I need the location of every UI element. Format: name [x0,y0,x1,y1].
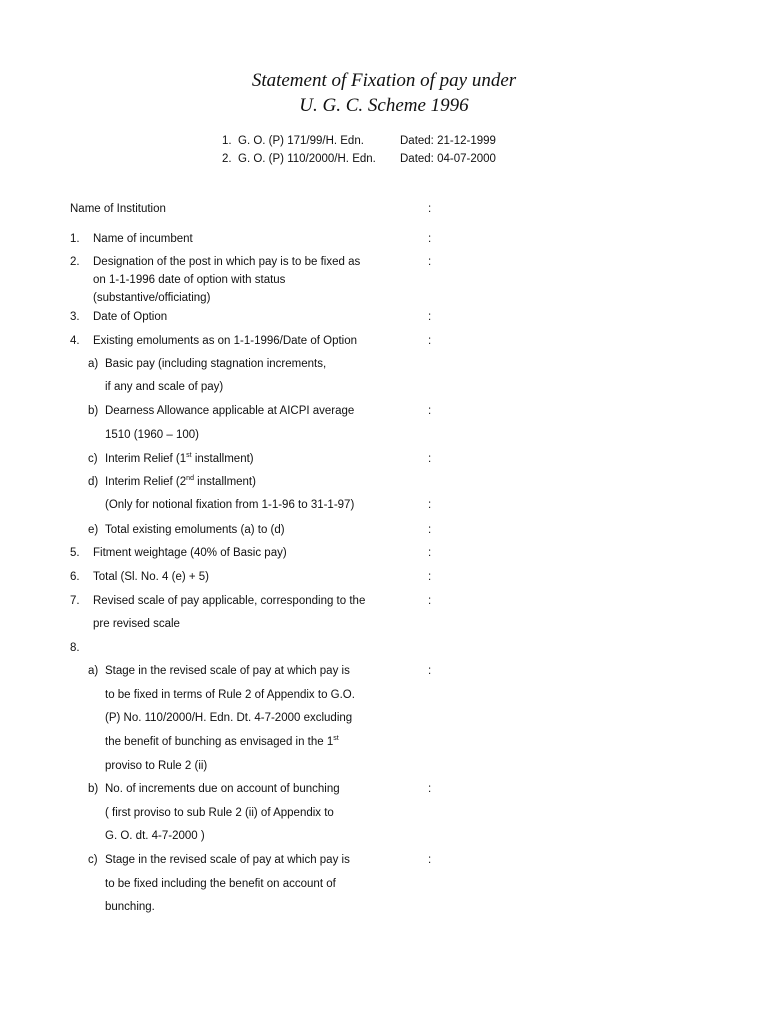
item-8c-label-line1: Stage in the revised scale of pay at which pay is [105,854,350,866]
colon: : [428,256,432,268]
item-number: 3. [70,311,80,323]
ref-2-date: Dated: 04-07-2000 [400,153,496,165]
colon: : [428,499,432,511]
ref-2-number: 2. [222,153,232,165]
item-number: 1. [70,233,80,245]
subitem-letter: b) [88,783,99,795]
colon: : [428,311,432,323]
item-8c-label-line3: bunching. [105,901,155,913]
item-8b-label-line3: G. O. dt. 4-7-2000 ) [105,830,205,842]
colon: : [428,524,432,536]
item-7-label-line2: pre revised scale [93,618,180,630]
ref-2-go: G. O. (P) 110/2000/H. Edn. [238,153,376,165]
item-7-label-line1: Revised scale of pay applicable, corresponding to the [93,595,366,607]
colon: : [428,783,432,795]
item-4b-label-line2: 1510 (1960 – 100) [105,429,199,441]
institution-label: Name of Institution [70,203,166,215]
item-number: 5. [70,547,80,559]
item-6-label: Total (Sl. No. 4 (e) + 5) [93,571,209,583]
colon: : [428,547,432,559]
subitem-letter: c) [88,854,98,866]
subitem-letter: b) [88,405,99,417]
item-4a-label-line2: if any and scale of pay) [105,381,224,393]
colon: : [428,854,432,866]
subitem-letter: a) [88,665,99,677]
colon: : [428,203,432,215]
item-8b-label-line2: ( first proviso to sub Rule 2 (ii) of Appendix to [105,807,334,819]
item-2-label-line1: Designation of the post in which pay is to be fixed as [93,256,361,268]
document-title-line1: Statement of Fixation of pay under [251,70,517,91]
colon: : [428,233,432,245]
item-4c-label: Interim Relief (1st installment) [105,452,254,465]
item-8b-label-line1: No. of increments due on account of bunching [105,783,340,795]
item-number: 7. [70,595,80,607]
ref-1-number: 1. [222,135,232,147]
item-2-label-line2: on 1-1-1996 date of option with status [93,274,286,286]
item-8a-label-line4: the benefit of bunching as envisaged in the 1st [105,735,339,748]
item-3-label: Date of Option [93,311,168,323]
item-8a-label-line3: (P) No. 110/2000/H. Edn. Dt. 4-7-2000 excluding [105,712,353,724]
item-number: 2. [70,256,80,268]
subitem-letter: c) [88,453,98,465]
subitem-letter: e) [88,524,99,536]
subitem-letter: a) [88,358,99,370]
colon: : [428,405,432,417]
colon: : [428,571,432,583]
item-4a-label-line1: Basic pay (including stagnation increments, [105,358,327,370]
item-number: 4. [70,335,80,347]
item-8c-label-line2: to be fixed including the benefit on account of [105,878,336,890]
item-8a-label-line5: proviso to Rule 2 (ii) [105,760,208,772]
item-4-label: Existing emoluments as on 1-1-1996/Date of Option [93,335,358,347]
item-4b-label-line1: Dearness Allowance applicable at AICPI average [105,405,355,417]
colon: : [428,453,432,465]
item-5-label: Fitment weightage (40% of Basic pay) [93,547,287,559]
item-2-label-line3: (substantive/officiating) [93,292,211,304]
ref-1-date: Dated: 21-12-1999 [400,135,496,147]
subitem-letter: d) [88,476,99,488]
item-4d-note: (Only for notional fixation from 1-1-96 to 31-1-97) [105,499,355,511]
item-number: 8. [70,642,80,654]
colon: : [428,665,432,677]
item-1-label: Name of incumbent [93,233,193,245]
item-number: 6. [70,571,80,583]
item-4e-label: Total existing emoluments (a) to (d) [105,524,285,536]
ref-1-go: G. O. (P) 171/99/H. Edn. [238,135,364,147]
colon: : [428,335,432,347]
item-4d-label: Interim Relief (2nd installment) [105,475,256,488]
item-8a-label-line2: to be fixed in terms of Rule 2 of Appendix to G.O. [105,689,355,701]
colon: : [428,595,432,607]
item-8a-label-line1: Stage in the revised scale of pay at which pay is [105,665,350,677]
document-title-line2: U. G. C. Scheme 1996 [299,95,469,116]
